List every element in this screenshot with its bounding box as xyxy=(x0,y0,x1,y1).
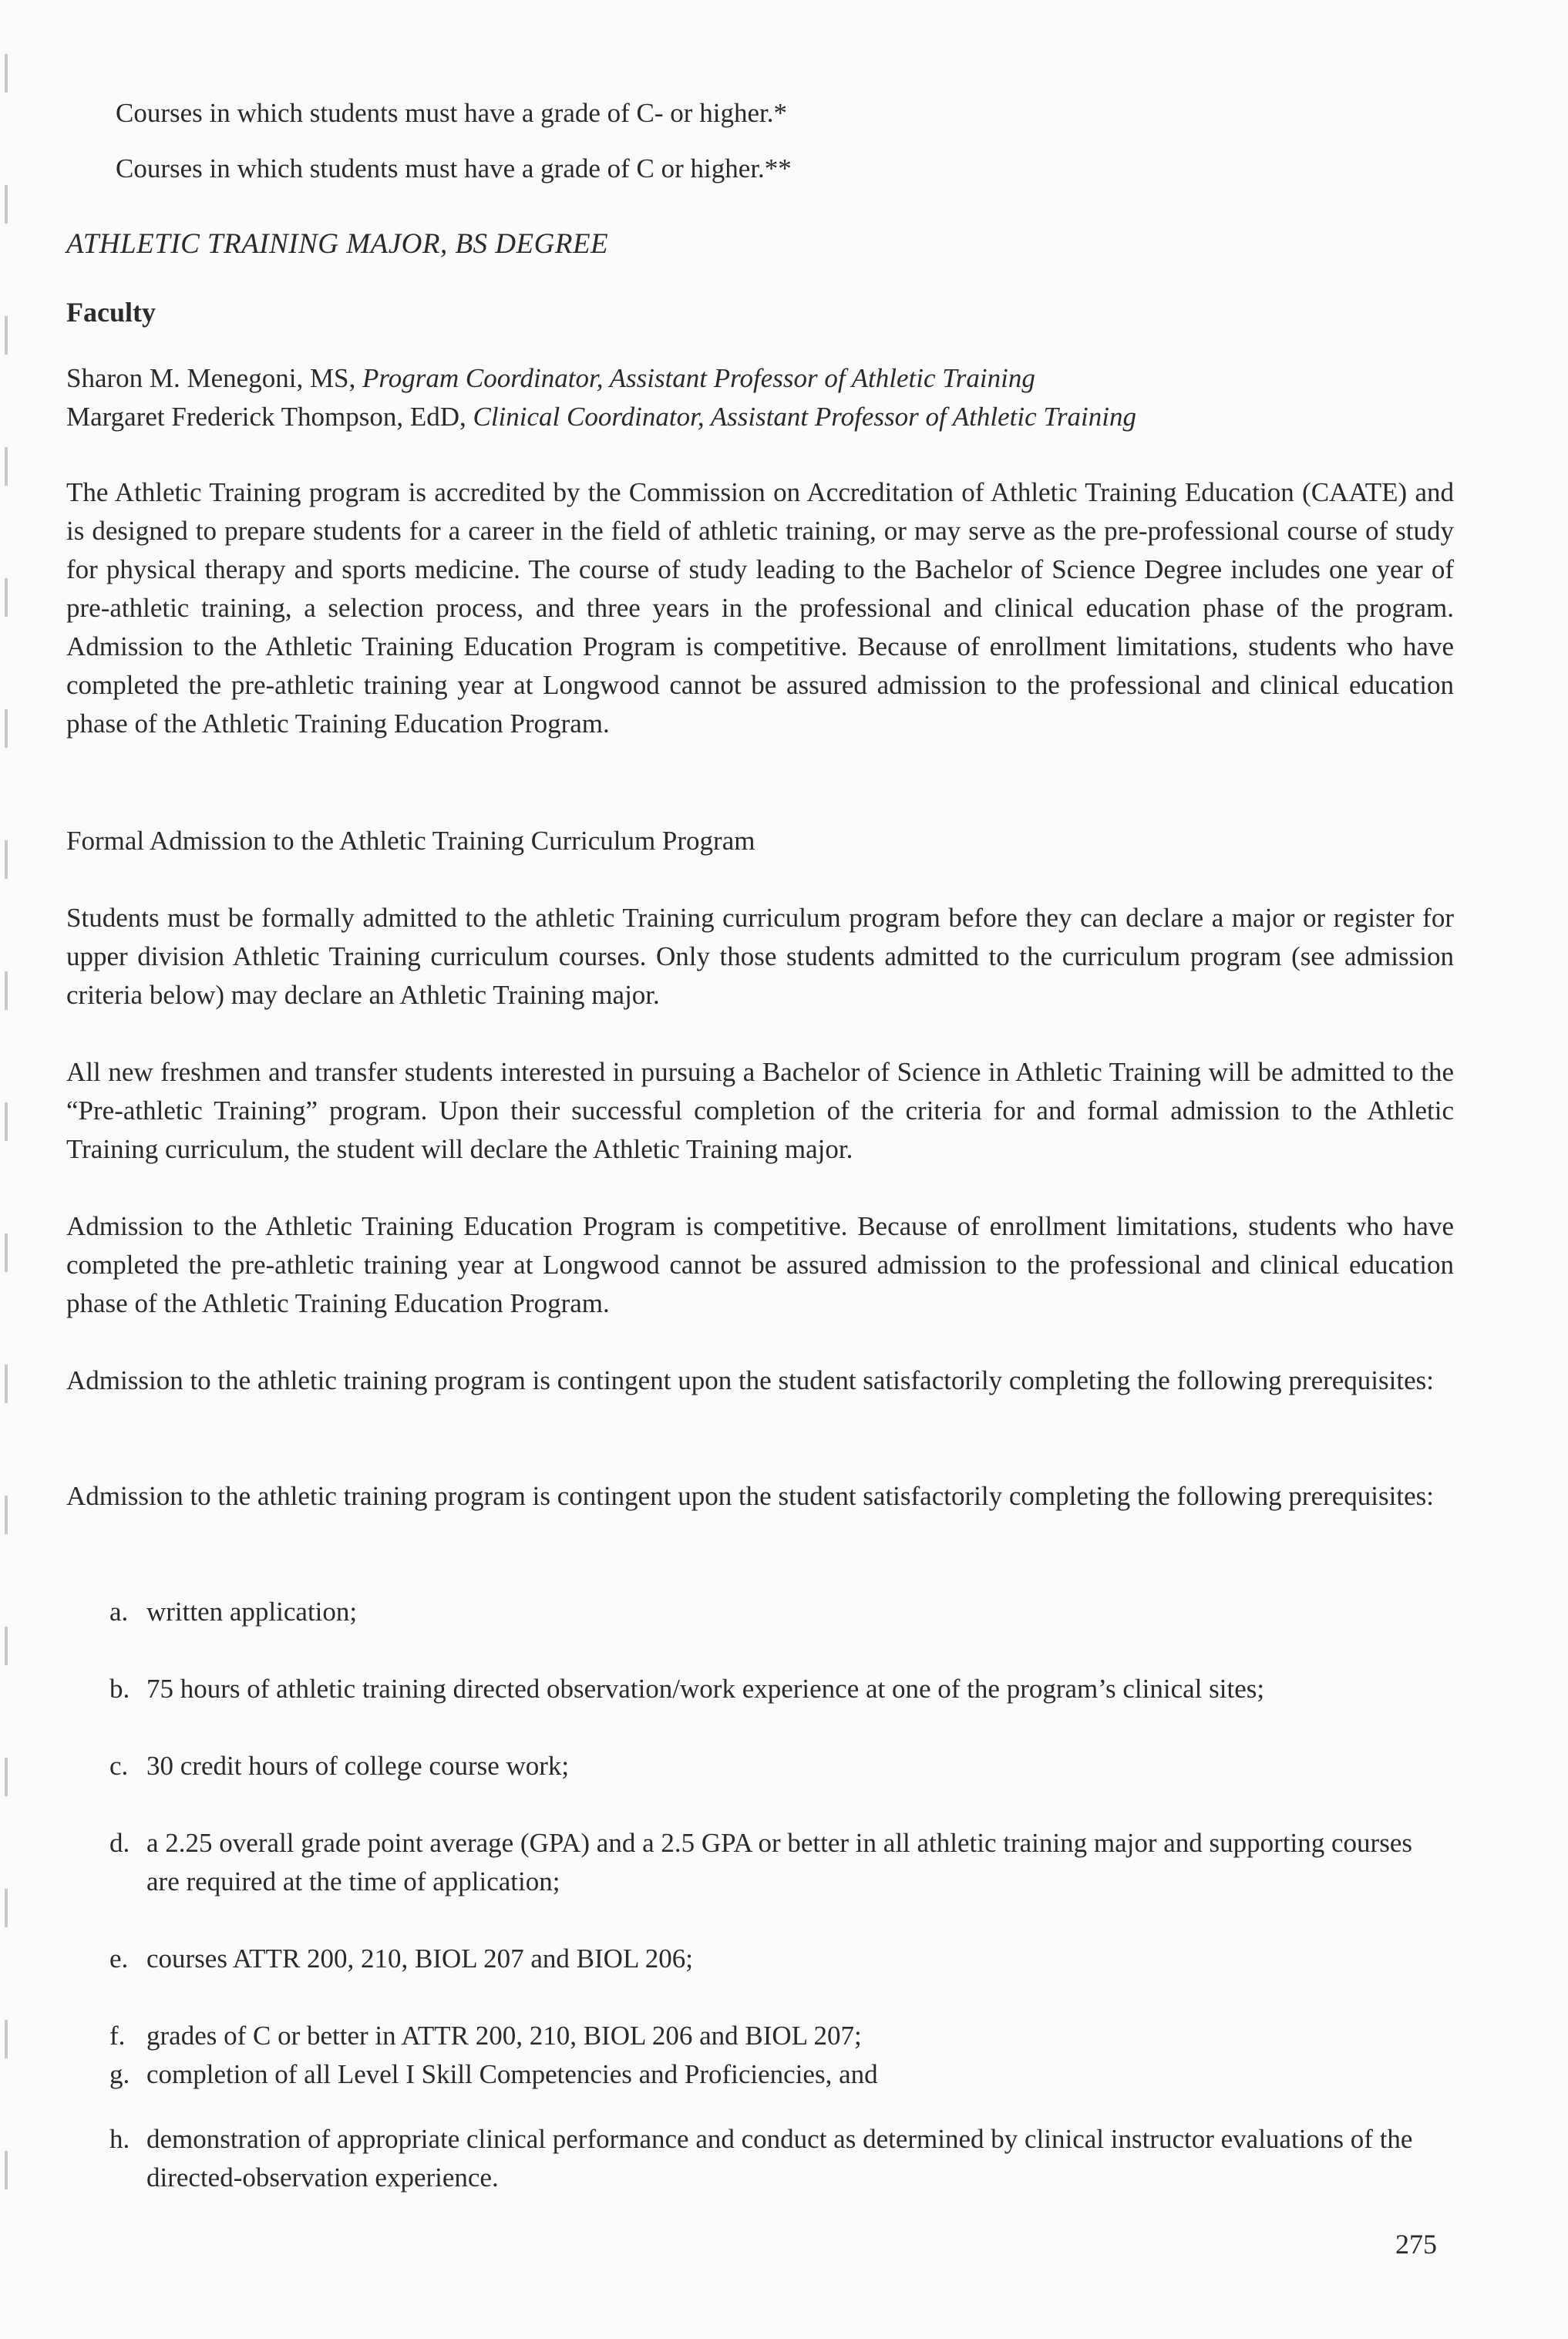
admission-subheading: Formal Admission to the Athletic Training Curriculum Program xyxy=(66,826,755,856)
faculty-role: Clinical Coordinator, Assistant Professor of Athletic Training xyxy=(473,402,1137,432)
faculty-heading: Faculty xyxy=(66,297,156,328)
binding-mark xyxy=(5,1758,8,1796)
list-item-text: 30 credit hours of college course work; xyxy=(146,1751,570,1781)
list-item-label: g. xyxy=(109,2059,130,2089)
list-item-label: b. xyxy=(109,1674,130,1704)
faculty-name: Margaret Frederick Thompson, EdD, xyxy=(66,402,466,432)
binding-mark xyxy=(5,2151,8,2189)
list-item-text: completion of all Level I Skill Competencies and Proficiencies, and xyxy=(146,2059,878,2089)
binding-mark xyxy=(5,1627,8,1665)
binding-mark xyxy=(5,1496,8,1534)
list-item-text: a 2.25 overall grade point average (GPA) and a 2.5 GPA or better in all athletic training major and supporting courses are required at the time of application; xyxy=(146,1828,1412,1896)
faculty-member xyxy=(66,359,1454,398)
list-item-text: 75 hours of athletic training directed observation/work experience at one of the program’s clinical sites; xyxy=(146,1674,1265,1704)
binding-mark xyxy=(5,1889,8,1927)
grade-note-c-minus: Courses in which students must have a grade of C- or higher.* xyxy=(116,98,787,128)
binding-mark xyxy=(5,578,8,617)
list-item-label: f. xyxy=(109,2021,126,2051)
list-item-text: courses ATTR 200, 210, BIOL 207 and BIOL 206; xyxy=(146,1944,694,1974)
binding-mark xyxy=(5,316,8,355)
section-title: ATHLETIC TRAINING MAJOR, BS DEGREE xyxy=(66,228,609,260)
list-item-text: grades of C or better in ATTR 200, 210, BIOL 206 and BIOL 207; xyxy=(146,2021,862,2051)
binding-mark xyxy=(5,2020,8,2058)
list-item-label: h. xyxy=(109,2124,130,2154)
list-item-text: demonstration of appropriate clinical performance and conduct as determined by clinical instructor evaluations of the directed-observation experience. xyxy=(146,2124,1413,2193)
binding-mark xyxy=(5,1102,8,1141)
page-number: 275 xyxy=(1395,2229,1437,2260)
faculty-role: Program Coordinator, Assistant Professor of Athletic Training xyxy=(362,363,1035,393)
list-item-label: c. xyxy=(109,1751,129,1781)
binding-mark xyxy=(5,1233,8,1272)
prerequisites-intro-paragraph: Admission to the athletic training program is contingent upon the student satisfactorily completing the following prerequisites: xyxy=(66,1365,1434,1395)
binding-mark xyxy=(5,971,8,1010)
binding-mark xyxy=(5,185,8,224)
list-item-label: a. xyxy=(109,1597,129,1627)
binding-mark xyxy=(5,1365,8,1403)
faculty-member xyxy=(66,398,1454,436)
prerequisites-intro-paragraph-repeat: Admission to the athletic training program is contingent upon the student satisfactorily completing the following prerequisites: xyxy=(66,1481,1434,1511)
formal-admission-paragraph: Students must be formally admitted to the athletic Training curriculum program before they can declare a major or register for upper division Athletic Training curriculum courses. Only those students admitted to the curriculum program (see admission criteria below) may declare an Athletic Training major. xyxy=(66,903,1454,1010)
grade-note-c: Courses in which students must have a grade of C or higher.** xyxy=(116,153,792,183)
program-overview-paragraph: The Athletic Training program is accredited by the Commission on Accreditation of Athletic Training Education (CAATE) and is designed to prepare students for a career in the field of athletic training, or may serve as the pre-professional course of study for physical therapy and sports medicine. The course of study leading to the Bachelor of Science Degree includes one year of pre-athletic training, a selection process, and three years in the professional and clinical education phase of the program. Admission to the Athletic Training Education Program is competitive. Because of enrollment limitations, students who have completed the pre-athletic training year at Longwood cannot be assured admission to the professional and clinical education phase of the Athletic Training Education Program. xyxy=(66,477,1454,739)
faculty-name: Sharon M. Menegoni, MS, xyxy=(66,363,356,393)
binding-mark xyxy=(5,709,8,748)
list-item-label: d. xyxy=(109,1828,130,1858)
binding-mark xyxy=(5,447,8,486)
freshmen-transfer-paragraph: All new freshmen and transfer students interested in pursuing a Bachelor of Science in Athletic Training will be admitted to the “Pre-athletic Training” program. Upon their successful completion of the criteria for and formal admission to the Athletic Training curriculum, the student will declare the Athletic Training major. xyxy=(66,1057,1454,1164)
list-item-label: e. xyxy=(109,1944,129,1974)
binding-mark xyxy=(5,54,8,93)
binding-mark xyxy=(5,840,8,879)
list-item-text: written application; xyxy=(146,1597,358,1627)
competitive-admission-paragraph: Admission to the Athletic Training Education Program is competitive. Because of enrollment limitations, students who have completed the pre-athletic training year at Longwood cannot be assured admission to the professional and clinical education phase of the Athletic Training Education Program. xyxy=(66,1211,1454,1318)
